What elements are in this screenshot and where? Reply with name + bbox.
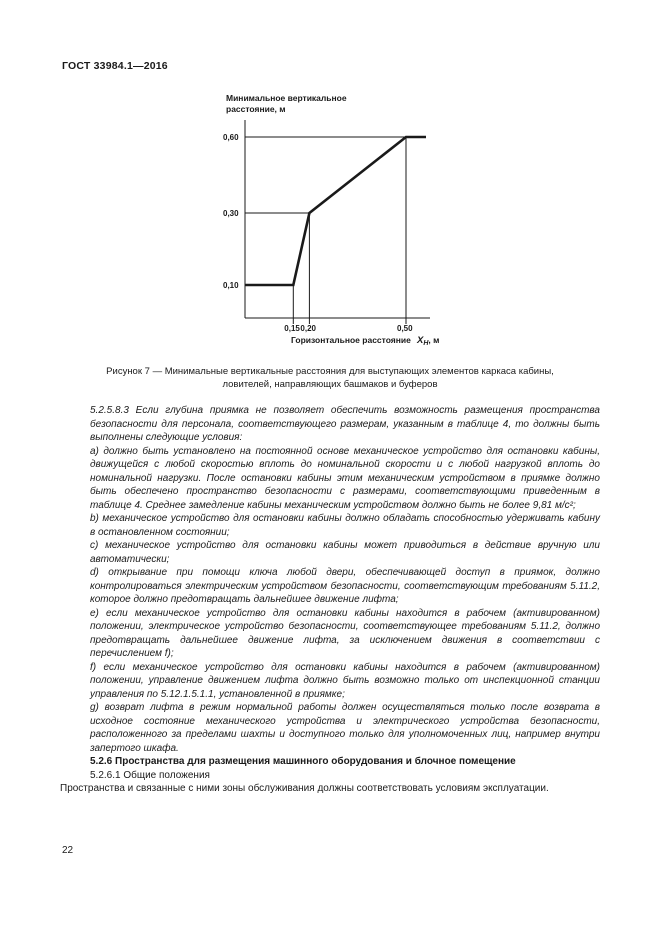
paragraph-5-2-5-8-3: 5.2.5.8.3 Если глубина приямка не позволяет обеспечить возможность размещения пространства безопасности для персонала, соответствующего размерам, указанным в таблице 4, то должны быть выполнены следующие условия: (90, 405, 600, 443)
chart-xlabel-subscript: H (423, 340, 429, 347)
body-text (60, 404, 600, 796)
list-item-b: b) механическое устройство для остановки кабины должно обладать способностью удерживать кабину в остановленном состоянии; (90, 513, 600, 538)
caption-line-1: Рисунок 7 — Минимальные вертикальные расстояния для выступающих элементов каркаса кабины, (106, 366, 554, 377)
y-tick-label: 0,60 (223, 133, 239, 142)
x-tick-label: 0,15 (284, 324, 300, 333)
document-header: ГОСТ 33984.1—2016 (62, 60, 168, 72)
page-number: 22 (62, 845, 74, 856)
list-item-f: f) если механическое устройство для остановки кабины находится в рабочем (активированном) положении, управление движением лифта должно быть возможно только от инспекционной станции управления по 5.12.1.5.1.1, установленной в приямке; (90, 661, 600, 700)
subsection-heading-5-2-6-1: 5.2.6.1 Общие положения (90, 769, 210, 781)
chart-xlabel: Горизонтальное расстояние (291, 335, 411, 345)
y-tick-label: 0,10 (223, 281, 239, 290)
figure-caption (60, 366, 600, 391)
x-tick-label: 0,50 (397, 324, 413, 333)
chart-ylabel-line1: Минимальное вертикальное (226, 93, 347, 103)
list-item-d: d) открывание при помощи ключа любой двери, обеспечивающей доступ в приямок, должно контролироваться электрическим устройством безопасности, соответствующим требованиям 5.11.2, которое должно предотвращать дальнейшее движение лифта; (90, 567, 600, 605)
list-item-a: а) должно быть установлено на постоянной основе механическое устройство для остановки кабины, движущейся с любой скоростью вплоть до номинальной скорости и с любой нагрузкой вплоть до номинальной нагрузки. После остановки кабины этим механическим устройством в приямке должно быть обеспечено пространство безопасности с размерами, соответствующими приведенным в таблице 4. Среднее замедление кабины механическим устройством должно быть не более 9,81 м/с²; (90, 445, 600, 511)
chart-xlabel-var (416, 335, 439, 347)
list-item-g: g) возврат лифта в режим нормальной работы должен осуществляться только после возврата в исходное состояние механического устройства и электрического устройства безопасности, расположенного за пределами шахты и доступного только для уполномоченных лиц, например внутри запертого шкафа. (90, 702, 600, 754)
caption-line-2: ловителей, направляющих башмаков и буферов (222, 378, 438, 390)
figure-7-chart (0, 0, 661, 360)
paragraph-general: Пространства и связанные с ними зоны обслуживания должны соответствовать условиям эксплуатации. (60, 783, 549, 794)
x-tick-label: 0,20 (300, 324, 316, 333)
chart-ylabel-line2: расстояние, м (226, 104, 286, 114)
list-item-e: е) если механическое устройство для остановки кабины находится в рабочем (активированном) положении, электрическое устройство безопасности, соответствующее требованиям 5.11.2, должно предотвращать дальнейшее движение лифта, за исключением движения в соответствии с перечислением f); (90, 607, 600, 659)
chart-xlabel-unit: , м (428, 335, 440, 345)
section-heading-5-2-6: 5.2.6 Пространства для размещения машинного оборудования и блочное помещение (90, 756, 516, 767)
series-min-vertical-distance (245, 137, 426, 285)
y-tick-label: 0,30 (223, 209, 239, 218)
list-item-c: с) механическое устройство для остановки кабины может приводиться в действие вручную или автоматически; (90, 540, 600, 565)
chart-xlabel-variable: X (417, 335, 424, 346)
